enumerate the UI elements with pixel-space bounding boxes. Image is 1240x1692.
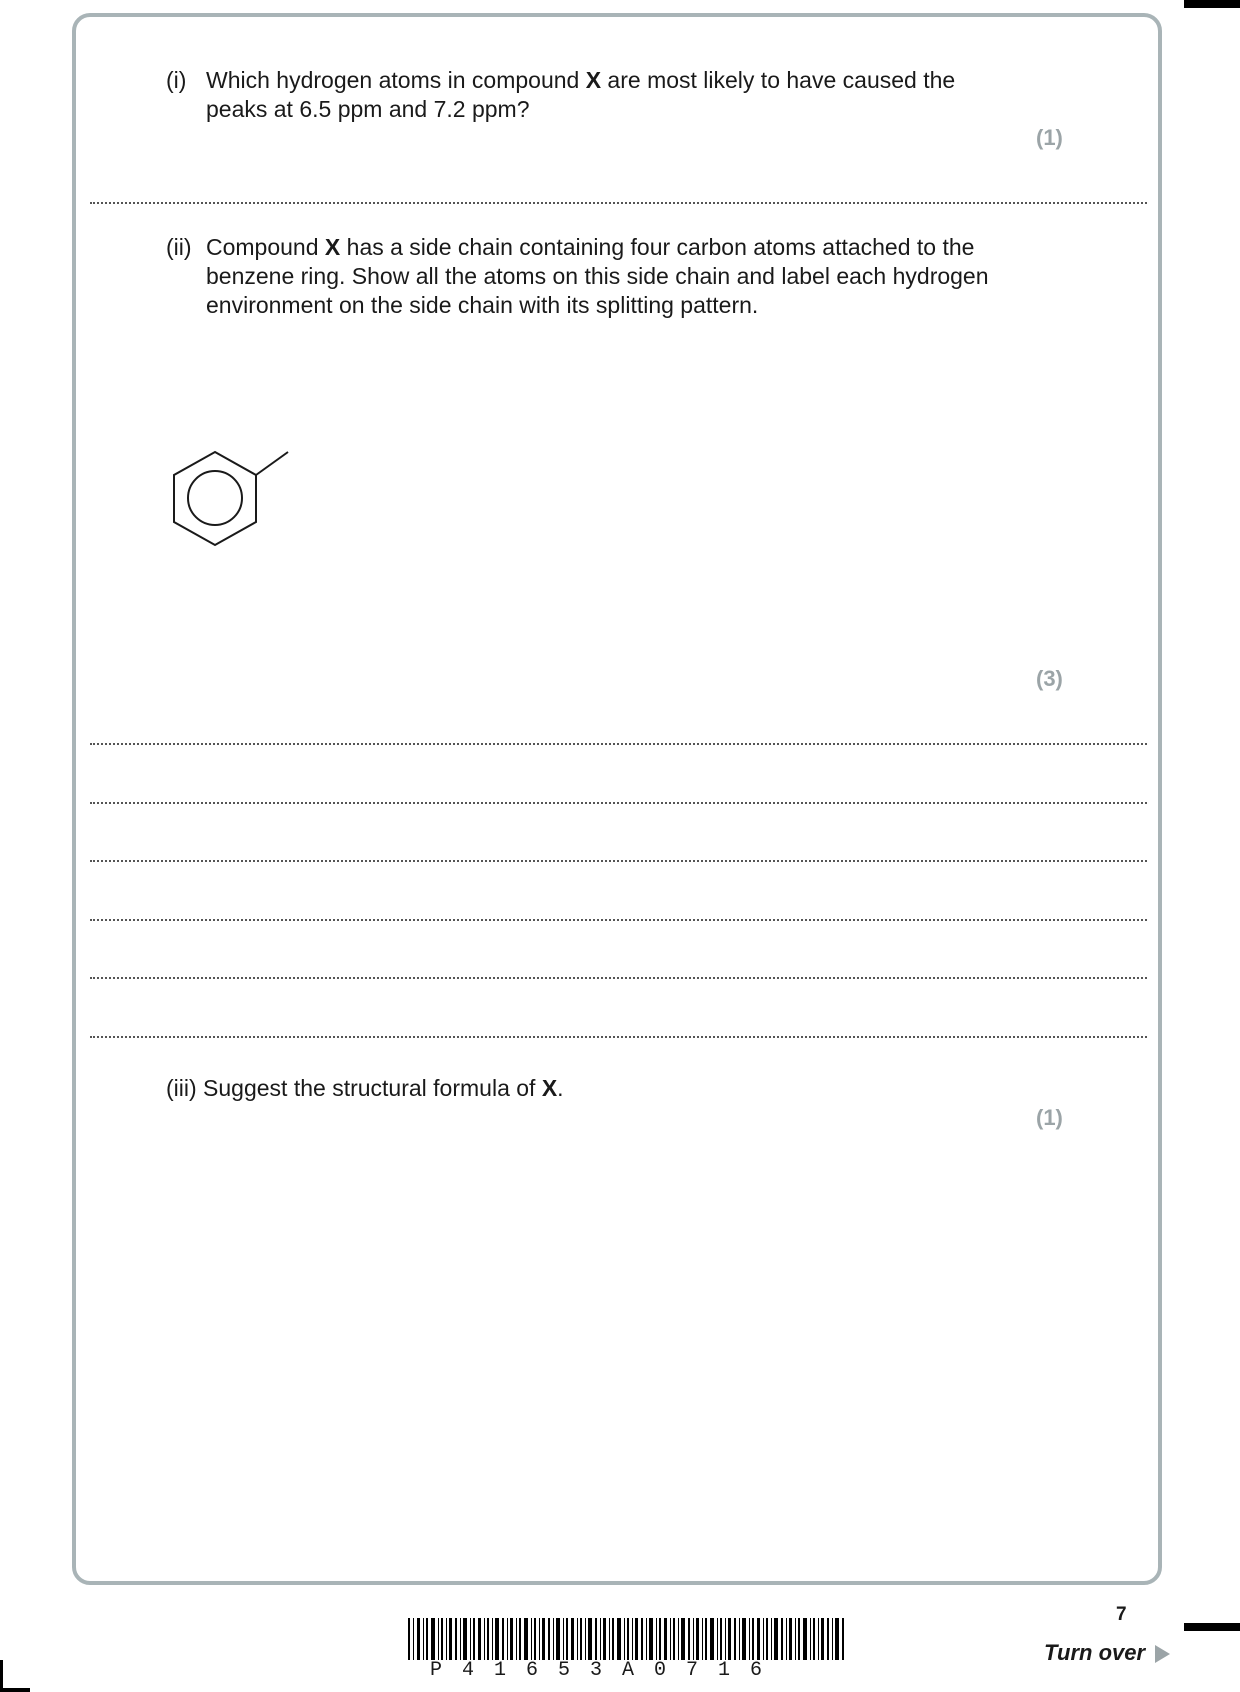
question-text-line-3: environment on the side chain with its splitting pattern.	[206, 292, 759, 318]
page-number: 7	[1116, 1604, 1127, 1625]
answer-line[interactable]	[90, 860, 1147, 862]
question-number: (i)	[166, 67, 187, 93]
marks-label: (1)	[1036, 125, 1063, 150]
question-number: (ii)	[166, 234, 192, 260]
turn-over-arrow-icon	[1155, 1645, 1170, 1663]
barcode-number: P41653A0716	[430, 1659, 783, 1682]
question-text-line-1: Which hydrogen atoms in compound X are most likely to have caused the	[206, 67, 956, 93]
barcode	[408, 1618, 844, 1660]
benzene-aromatic-circle	[188, 471, 242, 525]
question-text-line-1: Compound X has a side chain containing four carbon atoms attached to the	[206, 234, 975, 260]
marks-label: (3)	[1036, 666, 1063, 691]
answer-line[interactable]	[90, 977, 1147, 979]
question-iii	[166, 1074, 1046, 1103]
question-i	[166, 66, 1046, 124]
marks-label: (1)	[1036, 1105, 1063, 1130]
question-ii	[166, 233, 1066, 320]
answer-line[interactable]	[90, 743, 1147, 745]
question-text: (iii) Suggest the structural formula of X.	[166, 1075, 564, 1101]
benzene-ring-diagram	[160, 440, 300, 550]
answer-line[interactable]	[90, 1036, 1147, 1038]
benzene-hexagon	[174, 452, 256, 545]
question-text-line-2: benzene ring. Show all the atoms on this side chain and label each hydrogen	[206, 263, 989, 289]
corner-mark-bottom-right	[1184, 1623, 1240, 1631]
question-text-line-2: peaks at 6.5 ppm and 7.2 ppm?	[206, 96, 530, 122]
side-chain-bond	[256, 452, 288, 475]
answer-line[interactable]	[90, 202, 1147, 204]
turn-over-label[interactable]: Turn over	[1044, 1640, 1146, 1665]
corner-mark-bottom-left-vertical	[0, 1660, 3, 1692]
corner-mark-top-right	[1184, 0, 1240, 8]
answer-line[interactable]	[90, 919, 1147, 921]
corner-mark-bottom-left	[0, 1688, 30, 1692]
answer-line[interactable]	[90, 802, 1147, 804]
